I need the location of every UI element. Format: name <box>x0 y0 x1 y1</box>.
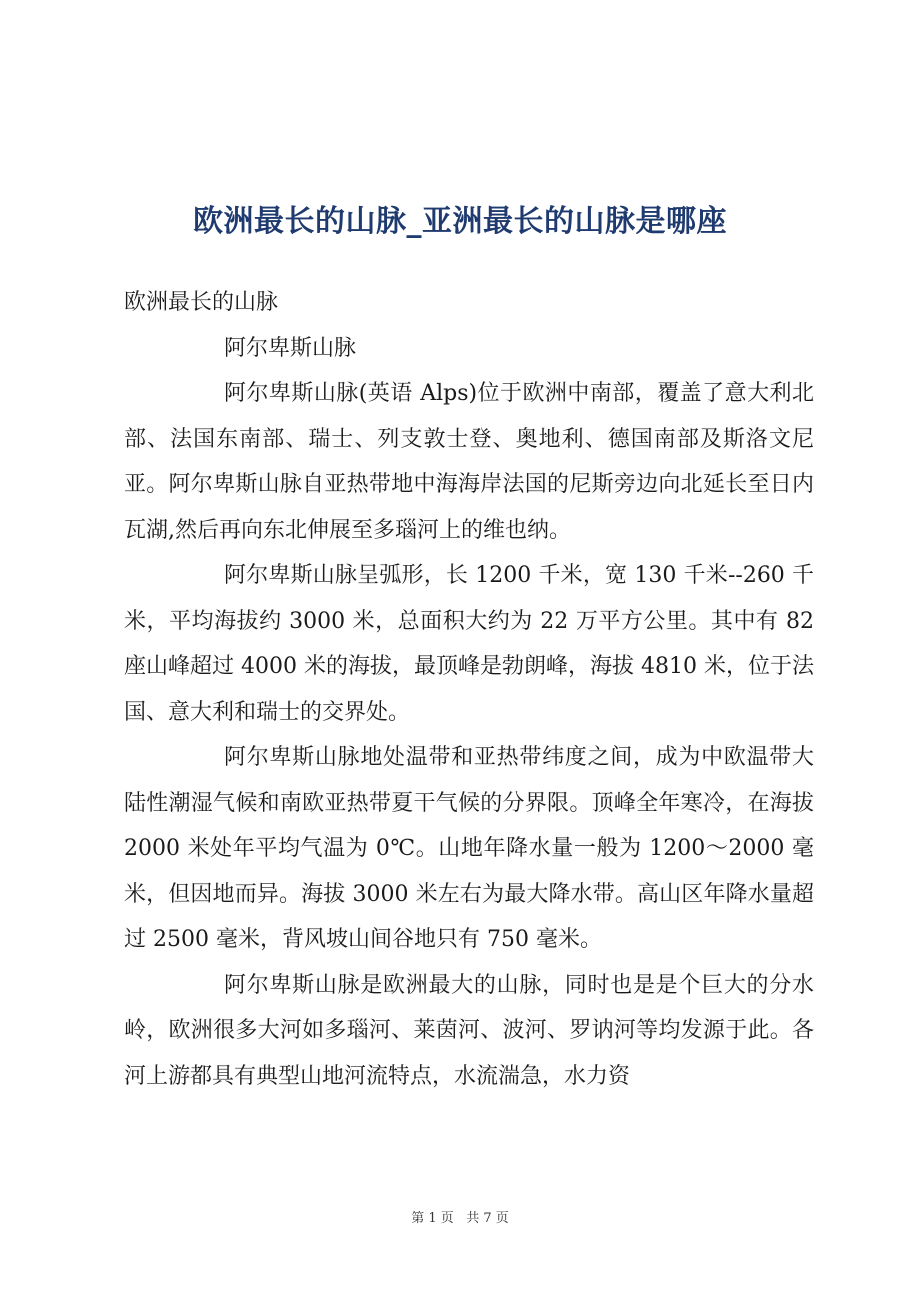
body-paragraph: 阿尔卑斯山脉(英语 Alps)位于欧洲中南部，覆盖了意大利北部、法国东南部、瑞士、列支敦士登、奥地利、德国南部及斯洛文尼亚。阿尔卑斯山脉自亚热带地中海海岸法国的尼斯旁边向北延长至日内瓦湖,然后再向东北伸展至多瑙河上的维也纳。 <box>124 381 814 543</box>
document-body <box>124 280 814 1099</box>
body-paragraph: 阿尔卑斯山脉呈弧形，长 1200 千米，宽 130 千米--260 千米，平均海拔约 3000 米，总面积大约为 22 万平方公里。其中有 82 座山峰超过 4000 米的海拔，最顶峰是勃朗峰，海拔 4810 米，位于法国、意大利和瑞士的交界处。 <box>124 563 814 725</box>
section-heading: 欧洲最长的山脉 <box>124 290 279 315</box>
subsection-heading: 阿尔卑斯山脉 <box>224 335 357 361</box>
body-paragraph: 阿尔卑斯山脉地处温带和亚热带纬度之间，成为中欧温带大陆性潮湿气候和南欧亚热带夏干气候的分界限。顶峰全年寒冷，在海拔 2000 米处年平均气温为 0℃。山地年降水量一般为 1200～2000 毫米，但因地而异。海拔 3000 米左右为最大降水带。高山区年降水量超过 2500 毫米，背风坡山间谷地只有 750 毫米。 <box>124 745 814 952</box>
document-title: 欧洲最长的山脉_亚洲最长的山脉是哪座 <box>193 204 727 239</box>
page-number-footer: 第 1 页 共 7 页 <box>411 1211 509 1226</box>
body-paragraph: 阿尔卑斯山脉是欧洲最大的山脉，同时也是是个巨大的分水岭，欧洲很多大河如多瑙河、莱茵河、波河、罗讷河等均发源于此。各河上游都具有典型山地河流特点，水流湍急，水力资 <box>124 972 814 1089</box>
